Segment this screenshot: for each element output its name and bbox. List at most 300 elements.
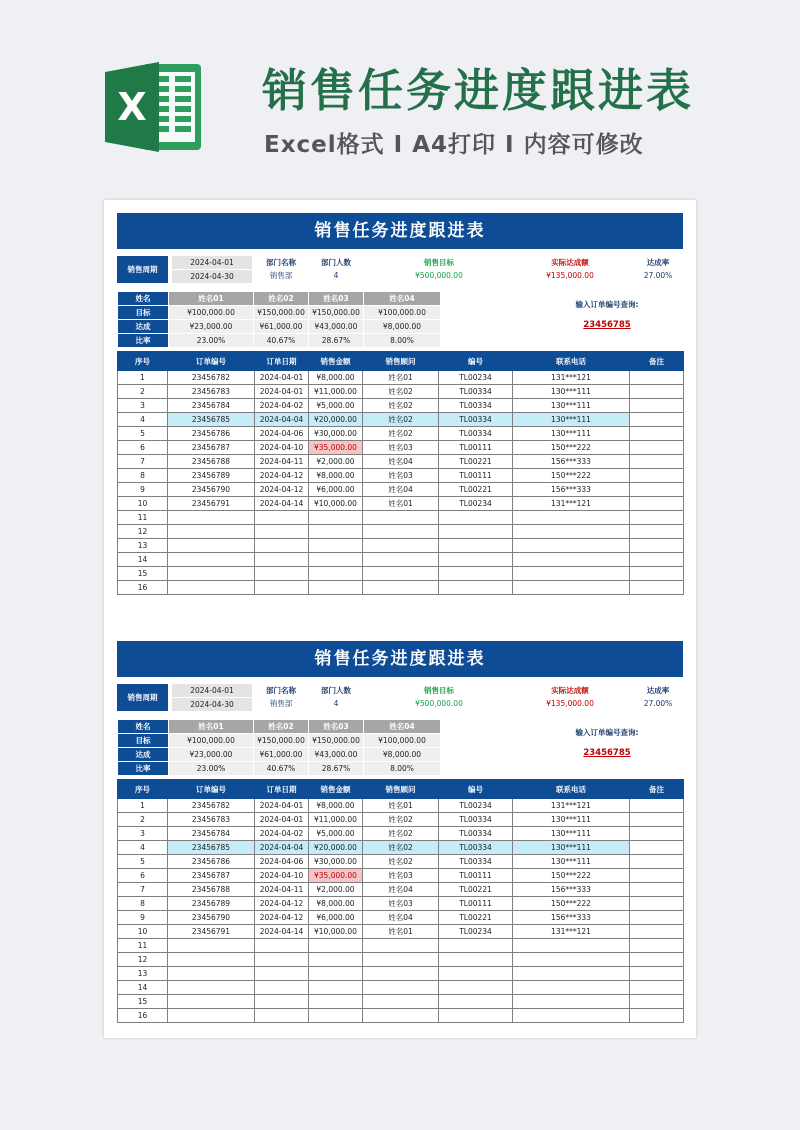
start-date[interactable]: 2024-04-01 bbox=[172, 684, 252, 697]
cell-col-code[interactable]: TL00334 bbox=[439, 385, 513, 399]
cell-col-seq[interactable]: 4 bbox=[118, 413, 168, 427]
cell-col-amount[interactable]: ¥30,000.00 bbox=[309, 855, 363, 869]
cell-col-order-no[interactable]: 23456789 bbox=[168, 469, 255, 483]
cell-col-phone[interactable]: 150***222 bbox=[513, 869, 630, 883]
cell-col-order-no[interactable]: 23456786 bbox=[168, 427, 255, 441]
cell-col-note[interactable] bbox=[630, 925, 684, 939]
dept-count-value[interactable]: 4 bbox=[333, 699, 339, 708]
cell-col-consultant[interactable] bbox=[363, 981, 439, 995]
cell-col-seq[interactable]: 4 bbox=[118, 841, 168, 855]
cell-col-code[interactable]: TL00334 bbox=[439, 855, 513, 869]
cell-col-note[interactable] bbox=[630, 483, 684, 497]
cell-col-amount[interactable] bbox=[309, 995, 363, 1009]
cell-col-code[interactable] bbox=[439, 539, 513, 553]
cell-col-order-no[interactable] bbox=[168, 1009, 255, 1023]
cell-col-code[interactable]: TL00111 bbox=[439, 869, 513, 883]
cell-col-order-date[interactable]: 2024-04-04 bbox=[255, 841, 309, 855]
cell-col-order-no[interactable]: 23456783 bbox=[168, 385, 255, 399]
cell-col-phone[interactable]: 156***333 bbox=[513, 911, 630, 925]
cell-col-seq[interactable]: 7 bbox=[118, 883, 168, 897]
cell-col-phone[interactable] bbox=[513, 1009, 630, 1023]
cell-col-order-no[interactable] bbox=[168, 511, 255, 525]
cell-col-note[interactable] bbox=[630, 911, 684, 925]
cell-col-note[interactable] bbox=[630, 385, 684, 399]
cell-col-code[interactable]: TL00221 bbox=[439, 455, 513, 469]
cell-col-amount[interactable]: ¥8,000.00 bbox=[309, 897, 363, 911]
table-row bbox=[118, 413, 684, 427]
summary-table bbox=[117, 719, 441, 776]
cell-col-amount[interactable]: ¥10,000.00 bbox=[309, 925, 363, 939]
cell-col-amount[interactable]: ¥30,000.00 bbox=[309, 427, 363, 441]
summary-target[interactable]: ¥100,000.00 bbox=[364, 306, 441, 320]
cell-col-note[interactable] bbox=[630, 581, 684, 595]
cell-col-order-no[interactable]: 23456786 bbox=[168, 855, 255, 869]
cell-col-seq[interactable]: 8 bbox=[118, 897, 168, 911]
cell-col-order-no[interactable] bbox=[168, 525, 255, 539]
cell-col-seq[interactable]: 11 bbox=[118, 511, 168, 525]
cell-col-seq[interactable]: 14 bbox=[118, 553, 168, 567]
cell-col-consultant[interactable]: 姓名02 bbox=[363, 813, 439, 827]
cell-col-code[interactable] bbox=[439, 967, 513, 981]
cell-col-order-date[interactable] bbox=[255, 553, 309, 567]
cell-col-code[interactable]: TL00234 bbox=[439, 371, 513, 385]
table-row bbox=[118, 967, 684, 981]
cell-col-seq[interactable]: 8 bbox=[118, 469, 168, 483]
cell-col-amount[interactable] bbox=[309, 953, 363, 967]
cell-col-code[interactable]: TL00221 bbox=[439, 883, 513, 897]
cell-col-order-date[interactable] bbox=[255, 939, 309, 953]
cell-col-phone[interactable] bbox=[513, 981, 630, 995]
summary-target[interactable]: ¥150,000.00 bbox=[309, 306, 364, 320]
cell-col-order-date[interactable]: 2024-04-01 bbox=[255, 813, 309, 827]
cell-col-order-no[interactable]: 23456784 bbox=[168, 827, 255, 841]
cell-col-consultant[interactable]: 姓名02 bbox=[363, 827, 439, 841]
table-row bbox=[118, 911, 684, 925]
cell-col-order-date[interactable]: 2024-04-06 bbox=[255, 427, 309, 441]
cell-col-phone[interactable]: 130***111 bbox=[513, 827, 630, 841]
target-value[interactable]: ¥500,000.00 bbox=[415, 271, 463, 280]
cell-col-consultant[interactable]: 姓名04 bbox=[363, 483, 439, 497]
cell-col-code[interactable]: TL00334 bbox=[439, 813, 513, 827]
cell-col-order-no[interactable] bbox=[168, 967, 255, 981]
cell-col-code[interactable]: TL00234 bbox=[439, 925, 513, 939]
actual-value: ¥135,000.00 bbox=[546, 699, 594, 708]
cell-col-amount[interactable]: ¥6,000.00 bbox=[309, 911, 363, 925]
cell-col-note[interactable] bbox=[630, 399, 684, 413]
cell-col-consultant[interactable] bbox=[363, 539, 439, 553]
cell-col-note[interactable] bbox=[630, 841, 684, 855]
cell-col-note[interactable] bbox=[630, 497, 684, 511]
cell-col-phone[interactable] bbox=[513, 539, 630, 553]
table-row bbox=[118, 553, 684, 567]
cell-col-amount[interactable]: ¥2,000.00 bbox=[309, 455, 363, 469]
cell-col-amount[interactable]: ¥5,000.00 bbox=[309, 399, 363, 413]
cell-col-phone[interactable] bbox=[513, 525, 630, 539]
cell-col-note[interactable] bbox=[630, 827, 684, 841]
cell-col-order-date[interactable] bbox=[255, 539, 309, 553]
cell-col-phone[interactable] bbox=[513, 953, 630, 967]
cell-col-note[interactable] bbox=[630, 1009, 684, 1023]
cell-col-note[interactable] bbox=[630, 469, 684, 483]
dept-name-value[interactable]: 销售部 bbox=[269, 271, 293, 280]
cell-col-note[interactable] bbox=[630, 995, 684, 1009]
cell-col-consultant[interactable] bbox=[363, 567, 439, 581]
cell-col-note[interactable] bbox=[630, 855, 684, 869]
cell-col-amount[interactable]: ¥11,000.00 bbox=[309, 385, 363, 399]
cell-col-phone[interactable] bbox=[513, 553, 630, 567]
sheet-block-1 bbox=[117, 213, 683, 595]
cell-col-code[interactable]: TL00221 bbox=[439, 911, 513, 925]
cell-col-consultant[interactable] bbox=[363, 511, 439, 525]
cell-col-seq[interactable]: 9 bbox=[118, 483, 168, 497]
cell-col-phone[interactable]: 130***111 bbox=[513, 855, 630, 869]
summary-target[interactable]: ¥100,000.00 bbox=[364, 734, 441, 748]
order-lookup bbox=[537, 727, 677, 758]
cell-col-order-no[interactable] bbox=[168, 995, 255, 1009]
cell-col-phone[interactable] bbox=[513, 567, 630, 581]
cell-col-order-no[interactable]: 23456782 bbox=[168, 371, 255, 385]
cell-col-note[interactable] bbox=[630, 427, 684, 441]
cell-col-code[interactable] bbox=[439, 581, 513, 595]
cell-col-order-date[interactable]: 2024-04-01 bbox=[255, 371, 309, 385]
summary-name: 姓名01 bbox=[169, 720, 254, 734]
cell-col-note[interactable] bbox=[630, 511, 684, 525]
lookup-input[interactable]: 23456785 bbox=[583, 748, 631, 758]
cell-col-consultant[interactable]: 姓名02 bbox=[363, 413, 439, 427]
cell-col-consultant[interactable]: 姓名02 bbox=[363, 427, 439, 441]
cell-col-seq[interactable]: 12 bbox=[118, 525, 168, 539]
cell-col-note[interactable] bbox=[630, 953, 684, 967]
cell-col-order-date[interactable] bbox=[255, 525, 309, 539]
cell-col-order-no[interactable] bbox=[168, 539, 255, 553]
cell-col-seq[interactable]: 1 bbox=[118, 799, 168, 813]
cell-col-consultant[interactable] bbox=[363, 553, 439, 567]
cell-col-amount[interactable]: ¥11,000.00 bbox=[309, 813, 363, 827]
cell-col-order-no[interactable]: 23456787 bbox=[168, 441, 255, 455]
cell-col-note[interactable] bbox=[630, 981, 684, 995]
cell-col-code[interactable] bbox=[439, 525, 513, 539]
cell-col-code[interactable]: TL00221 bbox=[439, 483, 513, 497]
cell-col-order-date[interactable]: 2024-04-04 bbox=[255, 413, 309, 427]
cell-col-phone[interactable]: 131***121 bbox=[513, 925, 630, 939]
cell-col-consultant[interactable]: 姓名01 bbox=[363, 497, 439, 511]
cell-col-seq[interactable]: 3 bbox=[118, 399, 168, 413]
cell-col-seq[interactable]: 6 bbox=[118, 869, 168, 883]
cell-col-seq[interactable]: 16 bbox=[118, 581, 168, 595]
cell-col-amount[interactable] bbox=[309, 525, 363, 539]
cell-col-phone[interactable]: 156***333 bbox=[513, 883, 630, 897]
dept-count-value[interactable]: 4 bbox=[333, 271, 339, 280]
cell-col-amount[interactable]: ¥6,000.00 bbox=[309, 483, 363, 497]
cell-col-phone[interactable]: 130***111 bbox=[513, 841, 630, 855]
cell-col-order-date[interactable]: 2024-04-10 bbox=[255, 869, 309, 883]
cell-col-seq[interactable]: 1 bbox=[118, 371, 168, 385]
cell-col-order-no[interactable]: 23456788 bbox=[168, 883, 255, 897]
cell-col-code[interactable] bbox=[439, 953, 513, 967]
cell-col-seq[interactable]: 13 bbox=[118, 539, 168, 553]
cell-col-order-date[interactable] bbox=[255, 953, 309, 967]
cell-col-order-date[interactable] bbox=[255, 581, 309, 595]
cell-col-order-no[interactable]: 23456789 bbox=[168, 897, 255, 911]
cell-col-order-no[interactable] bbox=[168, 939, 255, 953]
cell-col-seq[interactable]: 16 bbox=[118, 1009, 168, 1023]
cell-col-amount[interactable] bbox=[309, 539, 363, 553]
actual-label: 实际达成额 bbox=[551, 258, 589, 267]
cell-col-consultant[interactable] bbox=[363, 581, 439, 595]
cell-col-seq[interactable]: 2 bbox=[118, 813, 168, 827]
cell-col-order-no[interactable]: 23456783 bbox=[168, 813, 255, 827]
cell-col-seq[interactable]: 9 bbox=[118, 911, 168, 925]
cell-col-amount[interactable]: ¥10,000.00 bbox=[309, 497, 363, 511]
cell-col-consultant[interactable] bbox=[363, 967, 439, 981]
cell-col-code[interactable]: TL00334 bbox=[439, 841, 513, 855]
cell-col-amount[interactable]: ¥35,000.00 bbox=[309, 441, 363, 455]
cell-col-note[interactable] bbox=[630, 525, 684, 539]
cell-col-consultant[interactable]: 姓名03 bbox=[363, 469, 439, 483]
cell-col-seq[interactable]: 5 bbox=[118, 855, 168, 869]
cell-col-phone[interactable]: 131***121 bbox=[513, 799, 630, 813]
cell-col-order-date[interactable] bbox=[255, 567, 309, 581]
cell-col-consultant[interactable]: 姓名02 bbox=[363, 841, 439, 855]
cell-col-seq[interactable]: 12 bbox=[118, 953, 168, 967]
cell-col-order-no[interactable]: 23456784 bbox=[168, 399, 255, 413]
cell-col-code[interactable]: TL00234 bbox=[439, 799, 513, 813]
cell-col-order-date[interactable]: 2024-04-12 bbox=[255, 469, 309, 483]
cell-col-consultant[interactable] bbox=[363, 525, 439, 539]
cell-col-code[interactable]: TL00334 bbox=[439, 399, 513, 413]
cell-col-consultant[interactable]: 姓名03 bbox=[363, 869, 439, 883]
cell-col-amount[interactable] bbox=[309, 511, 363, 525]
cell-col-phone[interactable]: 150***222 bbox=[513, 469, 630, 483]
orders-table bbox=[117, 351, 684, 595]
cell-col-order-no[interactable]: 23456785 bbox=[168, 413, 255, 427]
cell-col-consultant[interactable]: 姓名03 bbox=[363, 897, 439, 911]
end-date[interactable]: 2024-04-30 bbox=[172, 698, 252, 711]
cell-col-order-date[interactable]: 2024-04-01 bbox=[255, 799, 309, 813]
cell-col-consultant[interactable]: 姓名03 bbox=[363, 441, 439, 455]
cell-col-amount[interactable] bbox=[309, 981, 363, 995]
cell-col-note[interactable] bbox=[630, 455, 684, 469]
cell-col-seq[interactable]: 10 bbox=[118, 497, 168, 511]
header-col-amount: 销售金额 bbox=[309, 780, 363, 799]
sheet-title: 销售任务进度跟进表 bbox=[117, 213, 683, 249]
cell-col-code[interactable]: TL00334 bbox=[439, 413, 513, 427]
cell-col-code[interactable] bbox=[439, 567, 513, 581]
cell-col-note[interactable] bbox=[630, 869, 684, 883]
cell-col-order-date[interactable] bbox=[255, 981, 309, 995]
cell-col-amount[interactable] bbox=[309, 581, 363, 595]
start-date[interactable]: 2024-04-01 bbox=[172, 256, 252, 269]
cell-col-seq[interactable]: 7 bbox=[118, 455, 168, 469]
cell-col-note[interactable] bbox=[630, 939, 684, 953]
cell-col-code[interactable]: TL00234 bbox=[439, 497, 513, 511]
cell-col-order-date[interactable] bbox=[255, 511, 309, 525]
cell-col-order-no[interactable]: 23456791 bbox=[168, 925, 255, 939]
summary-achieved: ¥8,000.00 bbox=[364, 748, 441, 762]
cell-col-order-date[interactable] bbox=[255, 995, 309, 1009]
cell-col-note[interactable] bbox=[630, 799, 684, 813]
cell-col-order-date[interactable]: 2024-04-14 bbox=[255, 497, 309, 511]
cell-col-code[interactable]: TL00111 bbox=[439, 441, 513, 455]
cell-col-phone[interactable]: 156***333 bbox=[513, 455, 630, 469]
cell-col-order-date[interactable]: 2024-04-12 bbox=[255, 897, 309, 911]
cell-col-order-date[interactable]: 2024-04-11 bbox=[255, 455, 309, 469]
cell-col-order-no[interactable] bbox=[168, 953, 255, 967]
cell-col-phone[interactable]: 130***111 bbox=[513, 399, 630, 413]
cell-col-order-no[interactable] bbox=[168, 581, 255, 595]
cell-col-phone[interactable] bbox=[513, 967, 630, 981]
cell-col-amount[interactable]: ¥35,000.00 bbox=[309, 869, 363, 883]
cell-col-note[interactable] bbox=[630, 539, 684, 553]
cell-col-consultant[interactable]: 姓名02 bbox=[363, 385, 439, 399]
cell-col-phone[interactable]: 130***111 bbox=[513, 427, 630, 441]
cell-col-order-no[interactable] bbox=[168, 553, 255, 567]
cell-col-order-date[interactable]: 2024-04-14 bbox=[255, 925, 309, 939]
cell-col-amount[interactable] bbox=[309, 553, 363, 567]
cell-col-consultant[interactable] bbox=[363, 995, 439, 1009]
target-value[interactable]: ¥500,000.00 bbox=[415, 699, 463, 708]
cell-col-seq[interactable]: 10 bbox=[118, 925, 168, 939]
cell-col-amount[interactable]: ¥20,000.00 bbox=[309, 841, 363, 855]
cell-col-phone[interactable]: 150***222 bbox=[513, 897, 630, 911]
cell-col-code[interactable] bbox=[439, 553, 513, 567]
cell-col-phone[interactable] bbox=[513, 995, 630, 1009]
summary-target[interactable]: ¥150,000.00 bbox=[309, 734, 364, 748]
cell-col-phone[interactable]: 130***111 bbox=[513, 385, 630, 399]
cell-col-phone[interactable]: 130***111 bbox=[513, 413, 630, 427]
cell-col-code[interactable] bbox=[439, 1009, 513, 1023]
cell-col-note[interactable] bbox=[630, 813, 684, 827]
cell-col-phone[interactable]: 130***111 bbox=[513, 813, 630, 827]
cell-col-seq[interactable]: 15 bbox=[118, 995, 168, 1009]
cell-col-consultant[interactable]: 姓名01 bbox=[363, 371, 439, 385]
cell-col-phone[interactable]: 131***121 bbox=[513, 497, 630, 511]
cell-col-consultant[interactable]: 姓名04 bbox=[363, 911, 439, 925]
cell-col-code[interactable] bbox=[439, 995, 513, 1009]
cell-col-order-date[interactable]: 2024-04-10 bbox=[255, 441, 309, 455]
cell-col-order-date[interactable]: 2024-04-02 bbox=[255, 399, 309, 413]
cell-col-note[interactable] bbox=[630, 967, 684, 981]
cell-col-consultant[interactable]: 姓名02 bbox=[363, 855, 439, 869]
cell-col-seq[interactable]: 3 bbox=[118, 827, 168, 841]
cell-col-order-date[interactable]: 2024-04-12 bbox=[255, 911, 309, 925]
cell-col-seq[interactable]: 5 bbox=[118, 427, 168, 441]
cell-col-order-no[interactable]: 23456790 bbox=[168, 911, 255, 925]
cell-col-code[interactable] bbox=[439, 511, 513, 525]
cell-col-amount[interactable]: ¥2,000.00 bbox=[309, 883, 363, 897]
cell-col-order-date[interactable] bbox=[255, 1009, 309, 1023]
cell-col-order-no[interactable]: 23456788 bbox=[168, 455, 255, 469]
cell-col-seq[interactable]: 11 bbox=[118, 939, 168, 953]
cell-col-code[interactable]: TL00111 bbox=[439, 469, 513, 483]
cell-col-order-no[interactable] bbox=[168, 981, 255, 995]
cell-col-seq[interactable]: 14 bbox=[118, 981, 168, 995]
cell-col-order-no[interactable]: 23456785 bbox=[168, 841, 255, 855]
cell-col-consultant[interactable] bbox=[363, 939, 439, 953]
cell-col-note[interactable] bbox=[630, 897, 684, 911]
cell-col-order-no[interactable]: 23456782 bbox=[168, 799, 255, 813]
cell-col-phone[interactable] bbox=[513, 511, 630, 525]
summary-target[interactable]: ¥100,000.00 bbox=[169, 306, 254, 320]
cell-col-consultant[interactable] bbox=[363, 953, 439, 967]
summary-row-label: 目标 bbox=[118, 734, 169, 748]
cell-col-consultant[interactable] bbox=[363, 1009, 439, 1023]
cell-col-note[interactable] bbox=[630, 413, 684, 427]
dept-name-value[interactable]: 销售部 bbox=[269, 699, 293, 708]
cell-col-code[interactable]: TL00334 bbox=[439, 827, 513, 841]
cell-col-note[interactable] bbox=[630, 553, 684, 567]
summary-name: 姓名04 bbox=[364, 292, 441, 306]
cell-col-seq[interactable]: 15 bbox=[118, 567, 168, 581]
cell-col-order-date[interactable]: 2024-04-11 bbox=[255, 883, 309, 897]
cell-col-amount[interactable] bbox=[309, 1009, 363, 1023]
cell-col-code[interactable] bbox=[439, 939, 513, 953]
cell-col-consultant[interactable]: 姓名02 bbox=[363, 399, 439, 413]
table-row bbox=[118, 841, 684, 855]
cell-col-code[interactable]: TL00334 bbox=[439, 427, 513, 441]
table-row bbox=[118, 981, 684, 995]
summary-target[interactable]: ¥100,000.00 bbox=[169, 734, 254, 748]
cell-col-note[interactable] bbox=[630, 567, 684, 581]
summary-achieved: ¥61,000.00 bbox=[254, 748, 309, 762]
cell-col-code[interactable]: TL00111 bbox=[439, 897, 513, 911]
cell-col-phone[interactable] bbox=[513, 939, 630, 953]
cell-col-amount[interactable]: ¥20,000.00 bbox=[309, 413, 363, 427]
cell-col-order-date[interactable]: 2024-04-06 bbox=[255, 855, 309, 869]
cell-col-phone[interactable]: 131***121 bbox=[513, 371, 630, 385]
cell-col-seq[interactable]: 2 bbox=[118, 385, 168, 399]
cell-col-amount[interactable]: ¥5,000.00 bbox=[309, 827, 363, 841]
cell-col-order-no[interactable] bbox=[168, 567, 255, 581]
cell-col-consultant[interactable]: 姓名01 bbox=[363, 925, 439, 939]
cell-col-order-no[interactable]: 23456787 bbox=[168, 869, 255, 883]
cell-col-phone[interactable] bbox=[513, 581, 630, 595]
cell-col-order-no[interactable]: 23456791 bbox=[168, 497, 255, 511]
cell-col-amount[interactable]: ¥8,000.00 bbox=[309, 469, 363, 483]
cell-col-amount[interactable]: ¥8,000.00 bbox=[309, 799, 363, 813]
cell-col-order-no[interactable]: 23456790 bbox=[168, 483, 255, 497]
cell-col-consultant[interactable]: 姓名04 bbox=[363, 883, 439, 897]
cell-col-amount[interactable] bbox=[309, 939, 363, 953]
period-dates bbox=[172, 684, 252, 712]
cell-col-order-date[interactable]: 2024-04-01 bbox=[255, 385, 309, 399]
summary-row-label: 姓名 bbox=[118, 292, 169, 306]
cell-col-seq[interactable]: 6 bbox=[118, 441, 168, 455]
table-row bbox=[118, 953, 684, 967]
cell-col-note[interactable] bbox=[630, 883, 684, 897]
cell-col-note[interactable] bbox=[630, 371, 684, 385]
summary-target[interactable]: ¥150,000.00 bbox=[254, 306, 309, 320]
cell-col-consultant[interactable]: 姓名04 bbox=[363, 455, 439, 469]
cell-col-order-date[interactable] bbox=[255, 967, 309, 981]
cell-col-code[interactable] bbox=[439, 981, 513, 995]
summary-target[interactable]: ¥150,000.00 bbox=[254, 734, 309, 748]
cell-col-order-date[interactable]: 2024-04-12 bbox=[255, 483, 309, 497]
cell-col-phone[interactable]: 156***333 bbox=[513, 483, 630, 497]
header-col-order-no: 订单编号 bbox=[168, 352, 255, 371]
cell-col-amount[interactable] bbox=[309, 567, 363, 581]
lookup-input[interactable]: 23456785 bbox=[583, 320, 631, 330]
cell-col-amount[interactable]: ¥8,000.00 bbox=[309, 371, 363, 385]
cell-col-order-date[interactable]: 2024-04-02 bbox=[255, 827, 309, 841]
cell-col-note[interactable] bbox=[630, 441, 684, 455]
cell-col-consultant[interactable]: 姓名01 bbox=[363, 799, 439, 813]
cell-col-phone[interactable]: 150***222 bbox=[513, 441, 630, 455]
cell-col-seq[interactable]: 13 bbox=[118, 967, 168, 981]
summary-ratio: 28.67% bbox=[309, 762, 364, 776]
cell-col-amount[interactable] bbox=[309, 967, 363, 981]
end-date[interactable]: 2024-04-30 bbox=[172, 270, 252, 283]
